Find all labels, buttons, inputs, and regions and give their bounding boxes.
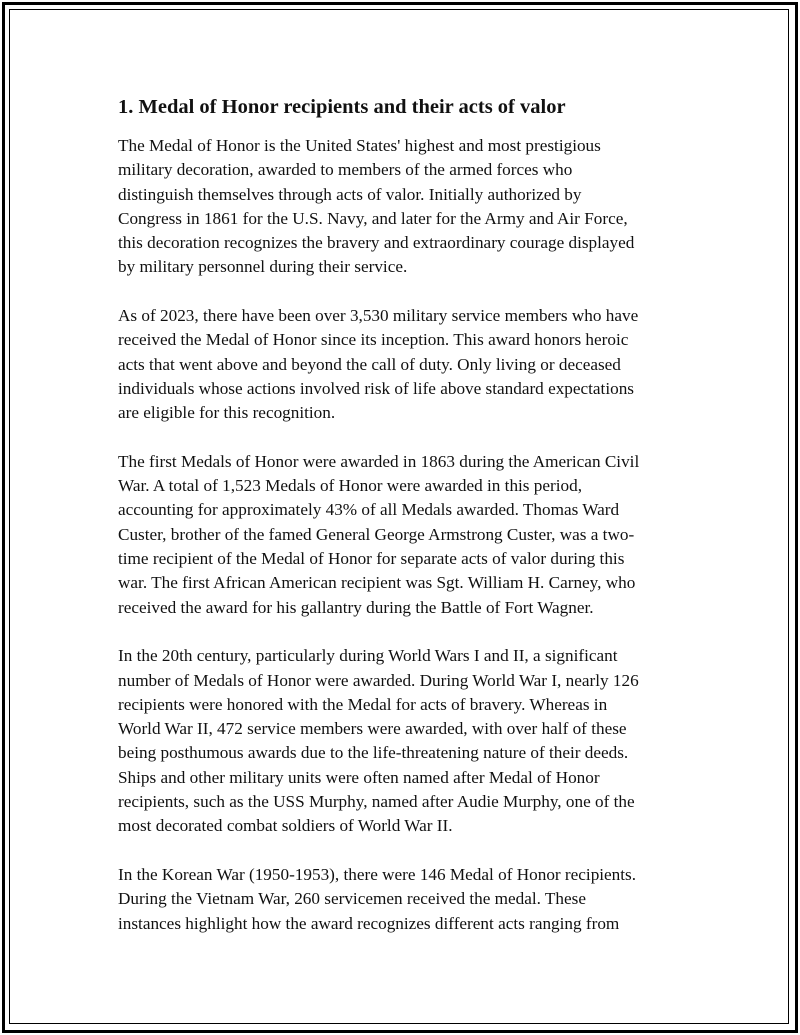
text-line: received the Medal of Honor since its inception. This award honors heroic xyxy=(118,330,629,350)
text-line: recipients, such as the USS Murphy, named after Audie Murphy, one of the xyxy=(118,792,635,812)
paragraph-4 xyxy=(118,644,688,838)
text-line: Congress in 1861 for the U.S. Navy, and later for the Army and Air Force, xyxy=(118,208,628,228)
text-line: this decoration recognizes the bravery and extraordinary courage displayed xyxy=(118,233,635,253)
text-line: most decorated combat soldiers of World War II. xyxy=(118,816,453,836)
text-line: time recipient of the Medal of Honor for separate acts of valor during this xyxy=(118,549,625,569)
text-line: In the Korean War (1950-1953), there were 146 Medal of Honor recipients. xyxy=(118,864,637,884)
document-body xyxy=(118,94,688,960)
text-line: recipients were honored with the Medal for acts of bravery. Whereas in xyxy=(118,694,608,714)
text-line: accounting for approximately 43% of all Medals awarded. Thomas Ward xyxy=(118,500,620,520)
text-line: Ships and other military units were often named after Medal of Honor xyxy=(118,767,600,787)
text-line: war. The first African American recipient was Sgt. William H. Carney, who xyxy=(118,573,636,593)
paragraph-2 xyxy=(118,304,688,425)
text-line: acts that went above and beyond the call of duty. Only living or deceased xyxy=(118,354,621,374)
text-line: The Medal of Honor is the United States' highest and most prestigious xyxy=(118,136,601,155)
text-line: During the Vietnam War, 260 servicemen received the medal. These xyxy=(118,889,586,909)
text-line: by military personnel during their service. xyxy=(118,257,408,277)
text-line: In the 20th century, particularly during World Wars I and II, a significant xyxy=(118,646,618,666)
text-line: World War II, 472 service members were awarded, with over half of these xyxy=(118,719,627,739)
text-line: received the award for his gallantry during the Battle of Fort Wagner. xyxy=(118,597,594,617)
text-line: individuals whose actions involved risk of life above standard expectations xyxy=(118,378,634,398)
text-line: military decoration, awarded to members of the armed forces who xyxy=(118,160,573,180)
text-line: being posthumous awards due to the life-threatening nature of their deeds. xyxy=(118,743,629,763)
text-line: number of Medals of Honor were awarded. During World War I, nearly 126 xyxy=(118,670,639,690)
section-title: 1. Medal of Honor recipients and their acts of valor xyxy=(118,96,566,118)
text-line: distinguish themselves through acts of valor. Initially authorized by xyxy=(118,184,582,204)
paragraph-3 xyxy=(118,450,688,620)
paragraph-1 xyxy=(118,134,688,280)
text-line: Custer, brother of the famed General George Armstrong Custer, was a two- xyxy=(118,524,635,544)
paragraph-5 xyxy=(118,863,688,936)
text-line: The first Medals of Honor were awarded in 1863 during the American Civil xyxy=(118,451,640,471)
text-line: instances highlight how the award recognizes different acts ranging from xyxy=(118,913,620,933)
text-line: are eligible for this recognition. xyxy=(118,403,336,423)
text-line: War. A total of 1,523 Medals of Honor were awarded in this period, xyxy=(118,476,583,496)
text-line: As of 2023, there have been over 3,530 military service members who have xyxy=(118,306,639,326)
